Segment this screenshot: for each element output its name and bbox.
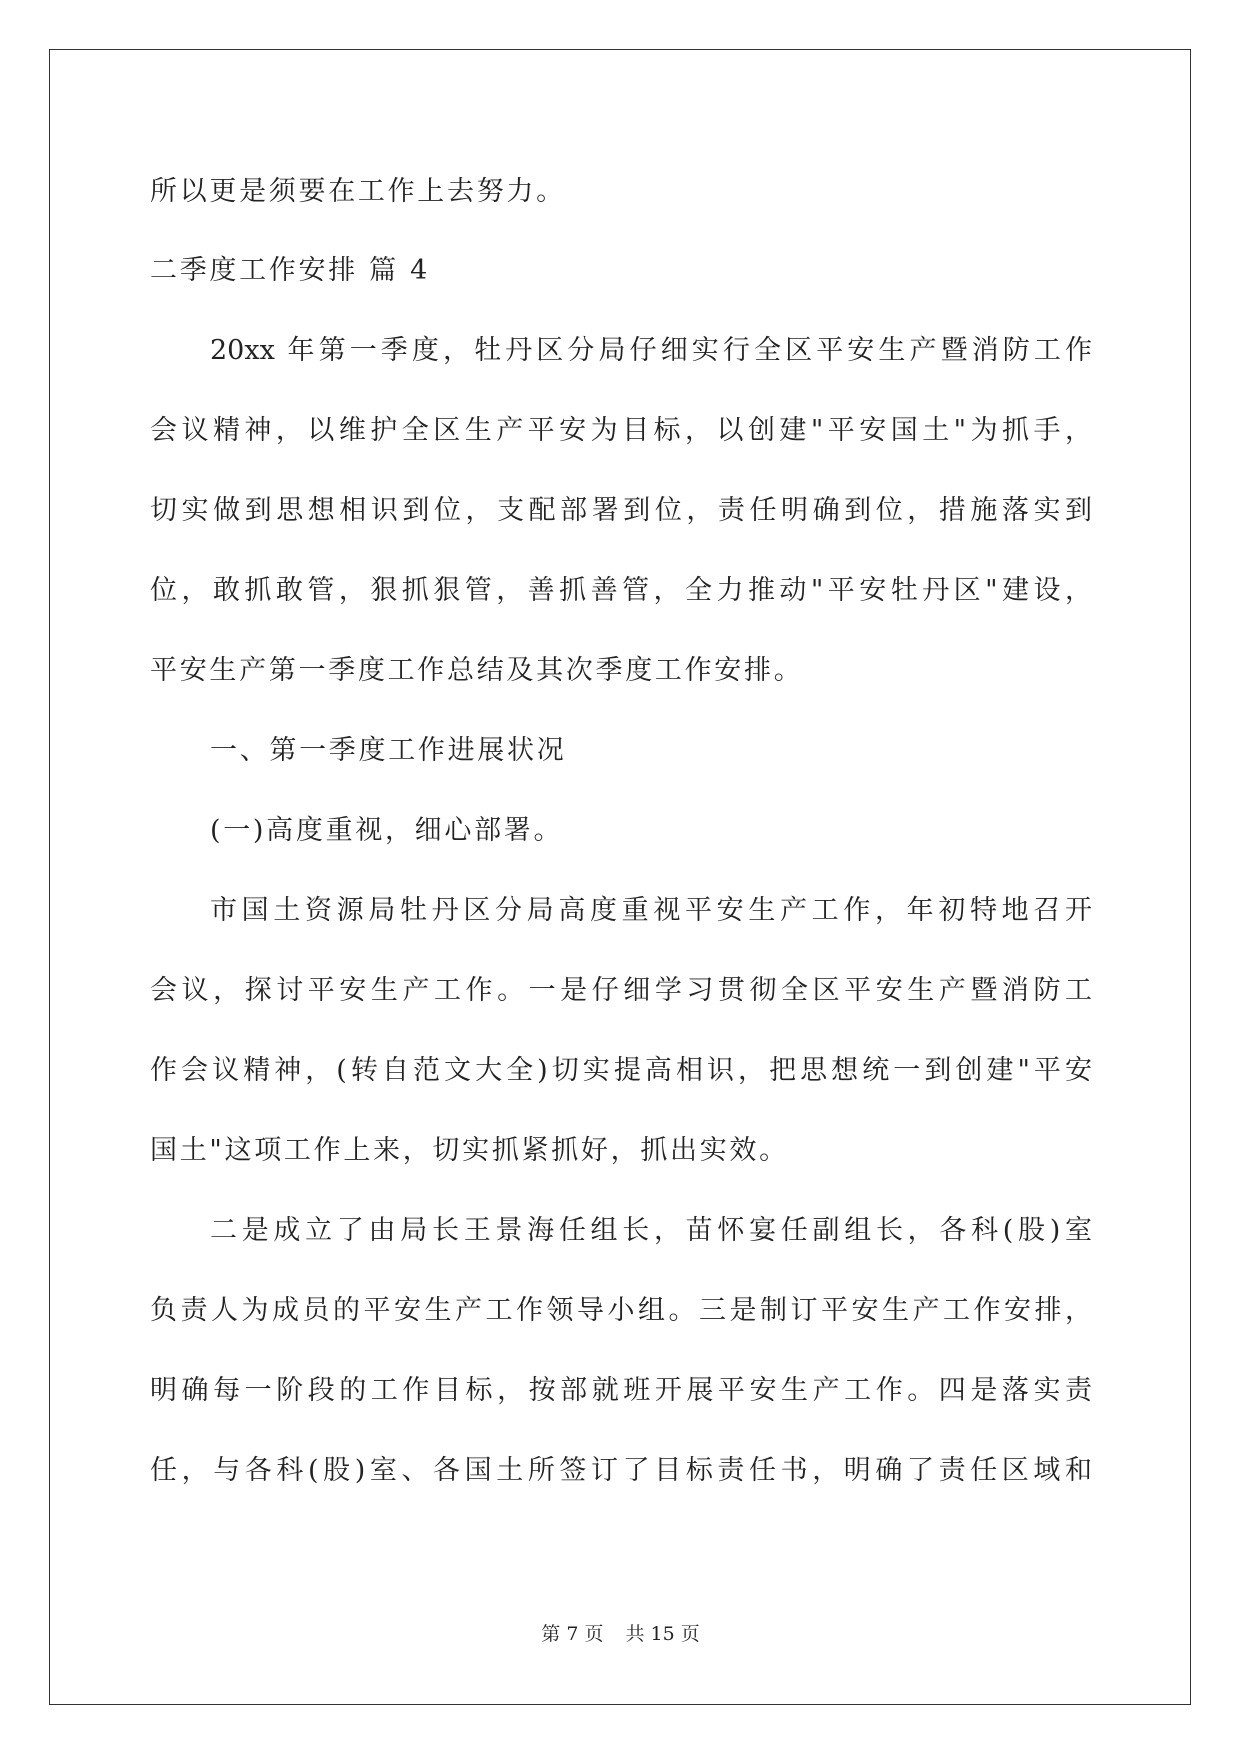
page-number: 第 7 页 xyxy=(541,1623,604,1645)
text-line: 任，与各科(股)室、各国土所签订了目标责任书，明确了责任区域和 xyxy=(150,1455,1092,1486)
section-heading: 二季度工作安排 篇 4 xyxy=(150,255,431,286)
text-line: 市国土资源局牡丹区分局高度重视平安生产工作，年初特地召开 xyxy=(210,895,1092,926)
subheading: 一、第一季度工作进展状况 xyxy=(210,735,567,766)
text-line: 平安生产第一季度工作总结及其次季度工作安排。 xyxy=(150,655,804,686)
subheading: (一)高度重视，细心部署。 xyxy=(210,815,564,846)
text-line: 负责人为成员的平安生产工作领导小组。三是制订平安生产工作安排， xyxy=(150,1295,1092,1326)
page-total: 共 15 页 xyxy=(625,1623,700,1645)
page-footer xyxy=(0,1622,1241,1646)
text-line: 二是成立了由局长王景海任组长，苗怀宴任副组长，各科(股)室 xyxy=(210,1215,1092,1246)
text-line: 会议，探讨平安生产工作。一是仔细学习贯彻全区平安生产暨消防工 xyxy=(150,975,1092,1006)
text-line: 20xx 年第一季度，牡丹区分局仔细实行全区平安生产暨消防工作 xyxy=(210,335,1092,366)
text-line: 会议精神，以维护全区生产平安为目标，以创建"平安国土"为抓手， xyxy=(150,415,1092,446)
text-line: 切实做到思想相识到位，支配部署到位，责任明确到位，措施落实到 xyxy=(150,495,1092,526)
text-line: 国土"这项工作上来，切实抓紧抓好，抓出实效。 xyxy=(150,1135,789,1166)
text-line: 明确每一阶段的工作目标，按部就班开展平安生产工作。四是落实责 xyxy=(150,1375,1092,1406)
text-line: 所以更是须要在工作上去努力。 xyxy=(150,176,566,207)
text-line: 作会议精神，(转自范文大全)切实提高相识，把思想统一到创建"平安 xyxy=(150,1055,1092,1086)
text-line: 位，敢抓敢管，狠抓狠管，善抓善管，全力推动"平安牡丹区"建设， xyxy=(150,575,1092,606)
